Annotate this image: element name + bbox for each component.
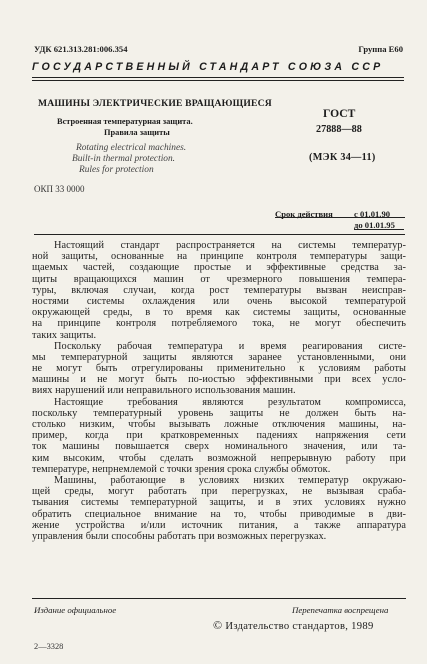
gost-label: ГОСТ [323, 107, 356, 120]
body-text [32, 240, 406, 542]
body-line: тывания системы температурной защиты, и в этих условиях нужно [32, 497, 406, 509]
standard-title: ГОСУДАРСТВЕННЫЙ СТАНДАРТ СОЮЗА ССР [32, 61, 384, 73]
body-line: ностями системы охлаждения или очень высокой температурой [32, 295, 406, 307]
english-title-line3: Rules for protection [79, 165, 154, 175]
gost-number: 27888—88 [316, 124, 362, 135]
body-line: ким высоким, чтобы сделать возможной непрерывную работу при [32, 452, 406, 464]
body-line: Настоящий стандарт распространяется на системы температур- [54, 240, 406, 251]
reprint-prohibited-label: Перепечатка воспрещена [292, 605, 389, 615]
body-line: ток машины повышается сверх номинального значения, или та- [32, 441, 406, 453]
body-line: на принципе контроля потребляемого тока, не могут обеспечить [32, 318, 406, 330]
body-line: ной защиты, основанные на принципе контроля температуры защи- [32, 251, 406, 263]
english-title-line2: Built-in thermal protection. [72, 154, 176, 164]
udk-code: УДК 621.313.281:006.354 [34, 44, 128, 54]
validity-label: Срок действия [275, 209, 333, 219]
validity-to-underline [354, 229, 404, 230]
body-line: щиты вращающихся машин от чрезмерного повышения темпера- [32, 273, 406, 285]
body-line: Машины, работающие в условиях низких температур окружаю- [54, 474, 406, 486]
document-title: МАШИНЫ ЭЛЕКТРИЧЕСКИЕ ВРАЩАЮЩИЕСЯ [38, 98, 272, 109]
body-line: окружающей среды, в то время как системы защиты, основанные [32, 307, 406, 319]
body-line: обратить специальное внимание на то, чтобы приводимые в дви- [32, 508, 406, 520]
body-line: виях нарушений или неправильного использования машин. [32, 385, 296, 397]
page-code: 2—3328 [34, 642, 64, 651]
body-line: пример, когда при кратковременных падениях напряжения сети [32, 430, 406, 442]
copyright-text: Издательство стандартов, 1989 [225, 621, 374, 632]
document-subtitle-line2: Правила защиты [104, 128, 170, 137]
body-line: таких защиты. [32, 329, 97, 341]
body-line: не могут быть отрегулированы применительно к условиям работы [32, 363, 406, 375]
validity-underline [275, 217, 405, 218]
document-subtitle-line1: Встроенная температурная защита. [57, 117, 193, 126]
group-code: Группа Е60 [358, 44, 403, 54]
body-line: поскольку температурный уровень защиты не должен быть на- [32, 407, 406, 419]
iec-reference: (МЭК 34—11) [309, 152, 376, 163]
copyright-line [213, 618, 374, 633]
footer-rule [32, 598, 406, 599]
body-line: температуре, непрнемлемой с точки зрения срока службы обмоток. [32, 463, 331, 475]
body-line: жение устройства и/или источник питания, а также аппаратура [32, 519, 406, 531]
body-line: управления были способны работать при возможных перегрузках. [32, 530, 327, 542]
body-line: щаемых частей, создающие простые и эффективные средства за- [32, 262, 406, 274]
section-divider [34, 234, 405, 235]
copyright-icon: © [213, 618, 223, 632]
body-line: Поскольку рабочая температура и время реагирования систе- [54, 340, 406, 352]
body-line: мы температурной защиты являются заранее установленными, они [32, 351, 406, 363]
body-line: Настоящие требования являются результатом компромисса, [54, 396, 406, 408]
validity-to: до 01.01.95 [354, 220, 395, 230]
english-title-line1: Rotating electrical machines. [76, 143, 187, 153]
body-line: щей среды, могут работать при перегрузках, не вызывая сраба- [32, 486, 406, 498]
validity-from: с 01.01.90 [354, 209, 391, 219]
header-rule-thick [32, 77, 404, 78]
header-rule-thin [32, 80, 404, 81]
body-line: машины и не могут быть по-иостью эффективными при всех усло- [32, 374, 406, 386]
official-edition-label: Издание официальное [34, 605, 117, 615]
body-line: туры, включая случаи, когда рост температуры вызван неисправ- [32, 284, 406, 296]
body-line: столько низким, чтобы вызывать ложные отключения машины, на- [32, 419, 406, 430]
okp-code: ОКП 33 0000 [34, 184, 85, 194]
